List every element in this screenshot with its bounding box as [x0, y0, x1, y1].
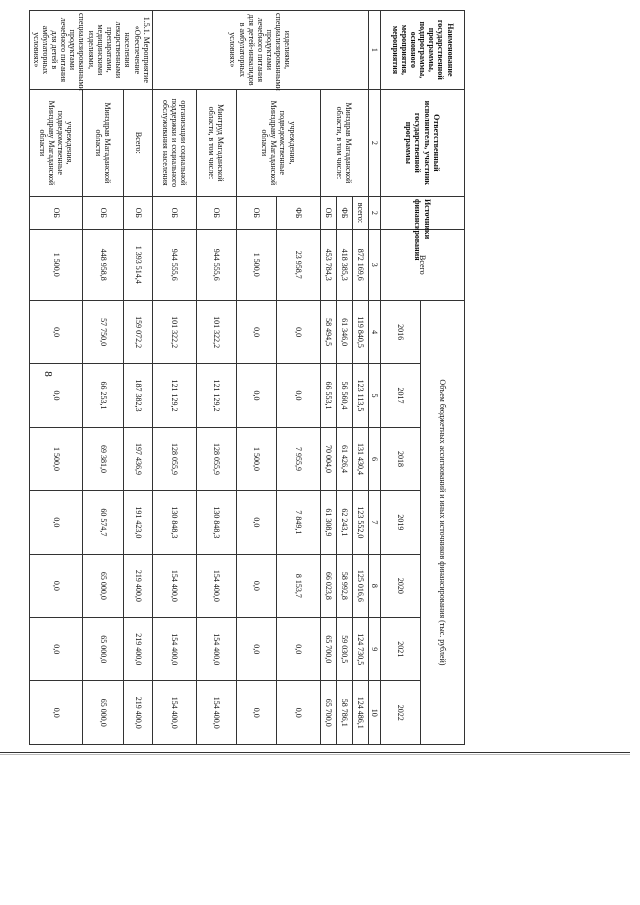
value-cell: 219 400,0: [124, 681, 152, 745]
value-cell: 219 400,0: [124, 554, 152, 617]
value-cell: 61 346,0: [336, 300, 352, 363]
value-cell: 0,0: [236, 491, 276, 554]
source-cell: ОБ: [320, 196, 336, 229]
value-cell: 130 848,3: [196, 491, 236, 554]
measure-name-cell: 1.5.1. Мероприятие «Обеспечение населения лекарственными препаратами, медицинскими изделиями, специализированными продуктами лечебного питания для детей в амбулаторных условиях»: [30, 11, 152, 90]
value-cell: 66 023,8: [320, 554, 336, 617]
header-total: Всего: [381, 229, 465, 300]
value-cell: 448 958,8: [82, 229, 124, 300]
value-cell: 65 000,0: [82, 554, 124, 617]
value-cell: 119 840,5: [352, 300, 368, 363]
value-cell: 154 400,0: [196, 554, 236, 617]
col-number: 2: [368, 196, 380, 229]
executor-cell: Минздрав Магаданской области: [82, 89, 124, 196]
page-number: 8: [41, 371, 54, 377]
value-cell: 123 113,5: [352, 364, 368, 427]
value-cell: 944 555,6: [196, 229, 236, 300]
header-year: 2020: [381, 554, 421, 617]
value-cell: 7 955,9: [276, 427, 320, 490]
page-rule: [0, 752, 630, 753]
program-name-cell: изделиями, специализированными продуктами лечебного питания для детей-инвалидов в амбулаторных условиях»: [152, 11, 368, 90]
header-year: 2019: [381, 491, 421, 554]
budget-table: [29, 10, 465, 745]
value-cell: 154 400,0: [196, 618, 236, 681]
col-number: 8: [368, 554, 380, 617]
value-cell: 154 400,0: [152, 554, 196, 617]
value-cell: 57 750,0: [82, 300, 124, 363]
value-cell: 60 574,7: [82, 491, 124, 554]
value-cell: 66 253,1: [82, 364, 124, 427]
value-cell: 56 560,4: [336, 364, 352, 427]
value-cell: 58 992,8: [336, 554, 352, 617]
value-cell: 0,0: [30, 491, 82, 554]
value-cell: 62 243,1: [336, 491, 352, 554]
value-cell: 65 700,0: [320, 618, 336, 681]
value-cell: 1 500,0: [236, 427, 276, 490]
value-cell: 0,0: [236, 618, 276, 681]
value-cell: 159 072,2: [124, 300, 152, 363]
budget-table-rotated: [31, 10, 465, 745]
value-cell: 0,0: [276, 618, 320, 681]
value-cell: 187 382,3: [124, 364, 152, 427]
value-cell: 65 000,0: [82, 618, 124, 681]
col-number: 9: [368, 618, 380, 681]
executor-cell: Минздрав Магаданской области, в том числе:: [320, 89, 368, 196]
executor-cell: Минтруд Магаданской области, в том числе:: [196, 89, 236, 196]
value-cell: 1 500,0: [30, 229, 82, 300]
value-cell: 0,0: [276, 681, 320, 745]
value-cell: 0,0: [236, 364, 276, 427]
header-funding-group: Объем бюджетных ассигнований и иных источников финансирования (тыс. рублей): [421, 300, 465, 744]
value-cell: 128 055,9: [152, 427, 196, 490]
value-cell: 0,0: [276, 364, 320, 427]
value-cell: 124 486,1: [352, 681, 368, 745]
value-cell: 124 730,5: [352, 618, 368, 681]
value-cell: 872 169,6: [352, 229, 368, 300]
value-cell: 197 436,9: [124, 427, 152, 490]
header-name: Наименование государственной программы, подпрограммы, основного мероприятия, мероприятия: [381, 11, 465, 90]
header-executor: Ответственный исполнитель, участник государственной программы: [381, 89, 465, 196]
source-cell: ОБ: [82, 196, 124, 229]
header-year: 2018: [381, 427, 421, 490]
source-cell: всего:: [352, 196, 368, 229]
value-cell: 125 016,6: [352, 554, 368, 617]
value-cell: 0,0: [30, 300, 82, 363]
header-year: 2016: [381, 300, 421, 363]
source-cell: ОБ: [152, 196, 196, 229]
page-rule-secondary: [0, 754, 630, 755]
col-number: 1: [368, 11, 380, 90]
source-cell: ОБ: [236, 196, 276, 229]
value-cell: 0,0: [30, 364, 82, 427]
value-cell: 58 494,5: [320, 300, 336, 363]
executor-cell: организации социальной поддержки и социального обслуживания населения: [152, 89, 196, 196]
value-cell: 130 848,3: [152, 491, 196, 554]
source-cell: ОБ: [196, 196, 236, 229]
value-cell: 61 426,4: [336, 427, 352, 490]
value-cell: 69 381,0: [82, 427, 124, 490]
value-cell: 0,0: [30, 554, 82, 617]
value-cell: 418 385,3: [336, 229, 352, 300]
value-cell: 0,0: [30, 618, 82, 681]
header-year: 2021: [381, 618, 421, 681]
value-cell: 0,0: [30, 681, 82, 745]
value-cell: 65 000,0: [82, 681, 124, 745]
value-cell: 70 004,0: [320, 427, 336, 490]
col-number: 5: [368, 364, 380, 427]
header-source: Источники финансирования: [381, 196, 465, 229]
value-cell: 154 400,0: [152, 681, 196, 745]
value-cell: 1 393 514,4: [124, 229, 152, 300]
executor-cell: Всего:: [124, 89, 152, 196]
value-cell: 61 308,9: [320, 491, 336, 554]
value-cell: 1 500,0: [236, 229, 276, 300]
value-cell: 154 400,0: [152, 618, 196, 681]
col-number: 4: [368, 300, 380, 363]
col-number: 2: [368, 89, 380, 196]
value-cell: 101 322,2: [152, 300, 196, 363]
value-cell: 121 129,2: [196, 364, 236, 427]
value-cell: 0,0: [236, 681, 276, 745]
value-cell: 121 129,2: [152, 364, 196, 427]
source-cell: ОБ: [124, 196, 152, 229]
value-cell: 453 784,3: [320, 229, 336, 300]
value-cell: 0,0: [236, 300, 276, 363]
value-cell: 0,0: [276, 300, 320, 363]
value-cell: 154 400,0: [196, 681, 236, 745]
value-cell: 128 055,9: [196, 427, 236, 490]
col-number: 7: [368, 491, 380, 554]
col-number: 10: [368, 681, 380, 745]
value-cell: 123 552,0: [352, 491, 368, 554]
value-cell: 219 400,0: [124, 618, 152, 681]
value-cell: 7 849,1: [276, 491, 320, 554]
value-cell: 1 500,0: [30, 427, 82, 490]
value-cell: 65 700,0: [320, 681, 336, 745]
value-cell: 66 553,1: [320, 364, 336, 427]
value-cell: 8 153,7: [276, 554, 320, 617]
source-cell: ФБ: [336, 196, 352, 229]
header-year: 2017: [381, 364, 421, 427]
value-cell: 191 423,0: [124, 491, 152, 554]
value-cell: 59 030,5: [336, 618, 352, 681]
executor-cell: учреждения, подведомственные Минздраву Магаданской области: [236, 89, 320, 196]
value-cell: 23 958,7: [276, 229, 320, 300]
col-number: 3: [368, 229, 380, 300]
value-cell: 0,0: [236, 554, 276, 617]
value-cell: 944 555,6: [152, 229, 196, 300]
source-cell: ФБ: [276, 196, 320, 229]
value-cell: 58 786,1: [336, 681, 352, 745]
header-year: 2022: [381, 681, 421, 745]
value-cell: 131 430,4: [352, 427, 368, 490]
value-cell: 101 322,2: [196, 300, 236, 363]
col-number: 6: [368, 427, 380, 490]
source-cell: ОБ: [30, 196, 82, 229]
executor-cell: учреждения, подведомственные Минздраву Магаданской области: [30, 89, 82, 196]
